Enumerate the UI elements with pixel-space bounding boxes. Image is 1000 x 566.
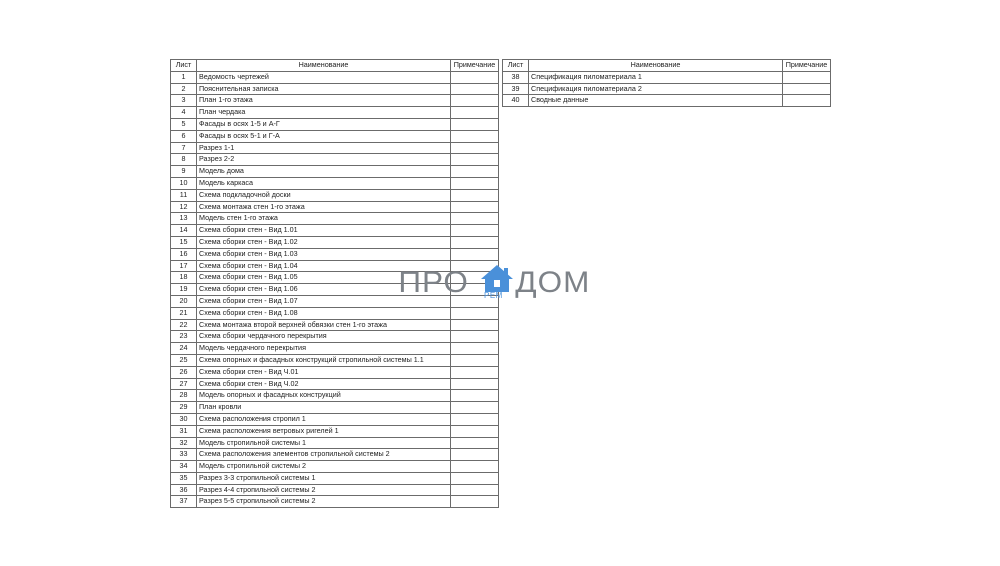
sheet-note <box>451 496 499 508</box>
sheet-note <box>451 107 499 119</box>
sheet-number: 13 <box>171 213 197 225</box>
header-note: Примечание <box>451 60 499 72</box>
sheet-note <box>451 236 499 248</box>
sheet-number: 8 <box>171 154 197 166</box>
sheet-note <box>451 166 499 178</box>
sheet-number: 23 <box>171 331 197 343</box>
table-row <box>171 83 499 95</box>
sheet-number: 37 <box>171 496 197 508</box>
sheet-note <box>451 307 499 319</box>
table-row <box>171 496 499 508</box>
sheet-note <box>451 343 499 355</box>
sheet-note <box>451 71 499 83</box>
sheet-title: Схема монтажа второй верхней обвязки стен 1-го этажа <box>197 319 451 331</box>
sheet-title: Схема сборки стен - Вид Ч.01 <box>197 366 451 378</box>
sheet-title: Схема расположения элементов стропильной системы 2 <box>197 449 451 461</box>
sheet-note <box>451 95 499 107</box>
sheet-title: Фасады в осях 1-5 и А-Г <box>197 118 451 130</box>
sheet-title: Модель стропильной системы 2 <box>197 461 451 473</box>
sheet-number: 29 <box>171 402 197 414</box>
sheet-note <box>783 95 831 107</box>
sheet-note <box>451 437 499 449</box>
sheet-title: План чердака <box>197 107 451 119</box>
sheet-note <box>451 331 499 343</box>
sheet-title: Модель дома <box>197 166 451 178</box>
sheet-note <box>451 189 499 201</box>
table-row <box>171 142 499 154</box>
table-row <box>171 177 499 189</box>
sheet-title: Ведомость чертежей <box>197 71 451 83</box>
sheet-title: Схема сборки стен - Вид 1.05 <box>197 272 451 284</box>
table-row <box>171 366 499 378</box>
sheet-title: Схема сборки стен - Вид 1.04 <box>197 260 451 272</box>
sheet-title: Схема сборки стен - Вид 1.07 <box>197 295 451 307</box>
sheet-title: Модель чердачного перекрытия <box>197 343 451 355</box>
sheet-number: 5 <box>171 118 197 130</box>
sheet-number: 26 <box>171 366 197 378</box>
sheet-number: 39 <box>503 83 529 95</box>
sheet-note <box>451 142 499 154</box>
sheet-note <box>783 71 831 83</box>
table-row <box>171 213 499 225</box>
sheet-title: Схема опорных и фасадных конструкций стропильной системы 1.1 <box>197 354 451 366</box>
sheet-number: 36 <box>171 484 197 496</box>
table-row <box>171 236 499 248</box>
sheet-number: 20 <box>171 295 197 307</box>
sheet-note <box>451 390 499 402</box>
table-row <box>171 437 499 449</box>
sheet-title: Схема расположения стропил 1 <box>197 413 451 425</box>
sheet-title: Разрез 2-2 <box>197 154 451 166</box>
sheet-title: Модель стен 1-го этажа <box>197 213 451 225</box>
sheet-title: Схема сборки стен - Вид 1.01 <box>197 225 451 237</box>
sheet-number: 38 <box>503 71 529 83</box>
table-row <box>171 307 499 319</box>
table-row <box>503 83 831 95</box>
drawings-register-table-right <box>502 59 831 107</box>
sheet-number: 1 <box>171 71 197 83</box>
table-row <box>171 331 499 343</box>
sheet-number: 25 <box>171 354 197 366</box>
sheet-title: Схема монтажа стен 1-го этажа <box>197 201 451 213</box>
sheet-note <box>451 378 499 390</box>
sheet-note <box>451 354 499 366</box>
sheet-number: 22 <box>171 319 197 331</box>
sheet-title: Схема сборки стен - Вид 1.02 <box>197 236 451 248</box>
sheet-note <box>451 225 499 237</box>
table-row <box>171 354 499 366</box>
sheet-title: Фасады в осях 5-1 и Г-А <box>197 130 451 142</box>
sheet-number: 10 <box>171 177 197 189</box>
sheet-number: 31 <box>171 425 197 437</box>
table-header-row <box>503 60 831 72</box>
header-name: Наименование <box>529 60 783 72</box>
sheet-title: Сводные данные <box>529 95 783 107</box>
sheet-number: 34 <box>171 461 197 473</box>
table-row <box>503 95 831 107</box>
sheet-note <box>451 402 499 414</box>
sheet-note <box>451 154 499 166</box>
sheet-number: 7 <box>171 142 197 154</box>
table-row <box>503 71 831 83</box>
sheet-number: 24 <box>171 343 197 355</box>
sheet-title: План 1-го этажа <box>197 95 451 107</box>
table-row <box>171 107 499 119</box>
sheet-title: Разрез 3-3 стропильной системы 1 <box>197 472 451 484</box>
sheet-number: 35 <box>171 472 197 484</box>
header-note: Примечание <box>783 60 831 72</box>
sheet-title: Модель каркаса <box>197 177 451 189</box>
sheet-number: 28 <box>171 390 197 402</box>
sheet-note <box>451 449 499 461</box>
sheet-number: 11 <box>171 189 197 201</box>
table-row <box>171 248 499 260</box>
logo-subtext: РЕМ <box>484 291 503 300</box>
sheet-title: Разрез 1-1 <box>197 142 451 154</box>
sheet-note <box>451 248 499 260</box>
sheet-number: 40 <box>503 95 529 107</box>
sheet-number: 2 <box>171 83 197 95</box>
sheet-title: Пояснительная записка <box>197 83 451 95</box>
sheet-title: Спецификация пиломатериала 2 <box>529 83 783 95</box>
sheet-title: Разрез 4-4 стропильной системы 2 <box>197 484 451 496</box>
sheet-number: 16 <box>171 248 197 260</box>
sheet-note <box>451 472 499 484</box>
table-row <box>171 95 499 107</box>
sheet-title: Схема сборки чердачного перекрытия <box>197 331 451 343</box>
sheet-title: Модель опорных и фасадных конструкций <box>197 390 451 402</box>
sheet-note <box>451 201 499 213</box>
sheet-note <box>451 213 499 225</box>
sheet-note <box>451 118 499 130</box>
sheet-number: 18 <box>171 272 197 284</box>
sheet-number: 3 <box>171 95 197 107</box>
sheet-title: Схема расположения ветровых ригелей 1 <box>197 425 451 437</box>
table-row <box>171 402 499 414</box>
sheet-number: 15 <box>171 236 197 248</box>
table-row <box>171 343 499 355</box>
table-row <box>171 118 499 130</box>
sheet-title: Схема сборки стен - Вид Ч.02 <box>197 378 451 390</box>
pro-dom-watermark-logo <box>400 262 600 302</box>
table-row <box>171 484 499 496</box>
sheet-number: 19 <box>171 284 197 296</box>
table-header-row <box>171 60 499 72</box>
sheet-number: 30 <box>171 413 197 425</box>
sheet-title: План кровли <box>197 402 451 414</box>
sheet-note <box>451 413 499 425</box>
sheet-title: Схема сборки стен - Вид 1.03 <box>197 248 451 260</box>
sheet-number: 4 <box>171 107 197 119</box>
sheet-title: Модель стропильной системы 1 <box>197 437 451 449</box>
sheet-note <box>451 177 499 189</box>
sheet-note <box>451 83 499 95</box>
header-sheet: Лист <box>171 60 197 72</box>
table-row <box>171 130 499 142</box>
table-row <box>171 425 499 437</box>
sheet-note <box>451 319 499 331</box>
sheet-number: 9 <box>171 166 197 178</box>
sheet-number: 32 <box>171 437 197 449</box>
sheet-title: Разрез 5-5 стропильной системы 2 <box>197 496 451 508</box>
sheet-title: Спецификация пиломатериала 1 <box>529 71 783 83</box>
table-row <box>171 390 499 402</box>
header-sheet: Лист <box>503 60 529 72</box>
table-row <box>171 166 499 178</box>
table-row <box>171 472 499 484</box>
sheet-number: 14 <box>171 225 197 237</box>
sheet-number: 21 <box>171 307 197 319</box>
table-row <box>171 225 499 237</box>
header-name: Наименование <box>197 60 451 72</box>
table-row <box>171 189 499 201</box>
sheet-note <box>451 425 499 437</box>
sheet-title: Схема подкладочной доски <box>197 189 451 201</box>
logo-word-dom: ДОМ <box>515 266 591 299</box>
sheet-note <box>451 130 499 142</box>
sheet-title: Схема сборки стен - Вид 1.06 <box>197 284 451 296</box>
sheet-number: 6 <box>171 130 197 142</box>
sheet-note <box>451 461 499 473</box>
sheet-number: 33 <box>171 449 197 461</box>
table-row <box>171 201 499 213</box>
table-row <box>171 71 499 83</box>
sheet-note <box>451 484 499 496</box>
table-row <box>171 154 499 166</box>
logo-word-pro: ПРО <box>398 266 469 299</box>
table-row <box>171 378 499 390</box>
sheet-number: 12 <box>171 201 197 213</box>
sheet-number: 27 <box>171 378 197 390</box>
table-row <box>171 413 499 425</box>
table-row <box>171 461 499 473</box>
sheet-note <box>451 366 499 378</box>
sheet-note <box>783 83 831 95</box>
table-row <box>171 449 499 461</box>
sheet-title: Схема сборки стен - Вид 1.08 <box>197 307 451 319</box>
sheet-number: 17 <box>171 260 197 272</box>
table-row <box>171 319 499 331</box>
